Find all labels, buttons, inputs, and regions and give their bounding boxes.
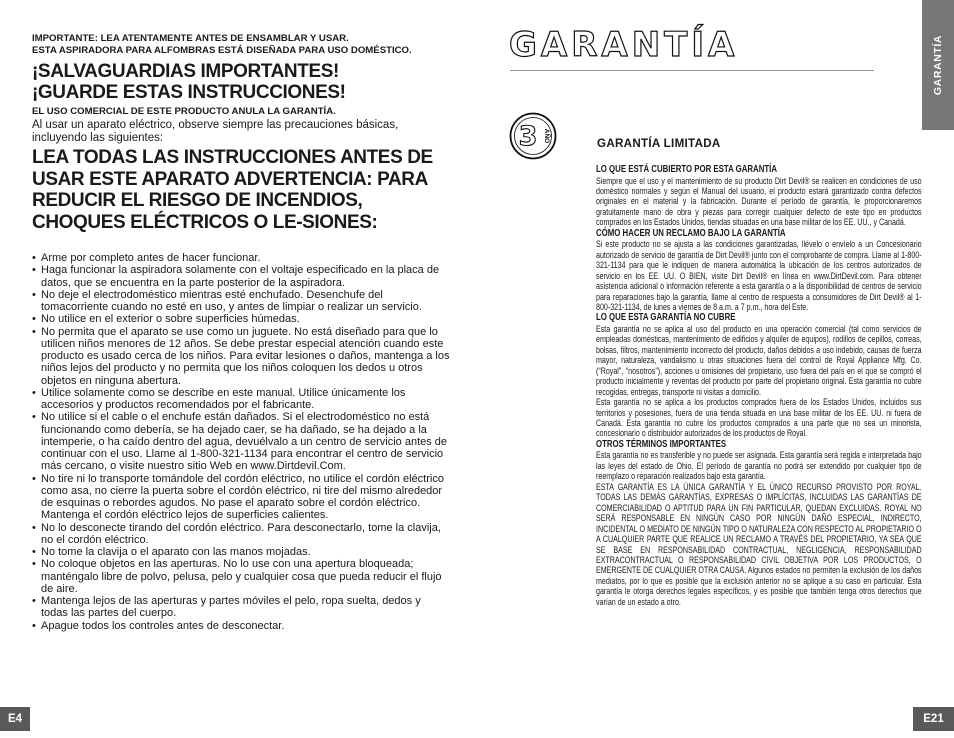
- precautions-paragraph: Al usar un aparato eléctrico, observe siempre las precauciones básicas, incluyendo las siguientes:: [32, 119, 399, 144]
- warranty-section-paragraph: Siempre que el uso y el mantenimiento de su producto Dirt Devil® se realicen en condiciones de uso doméstico normales y según el Manual del usuario, el producto estará garantizado contra defectos originales en el material y la fabricación. Durante el período de garantía, le proporcionaremos gratuitamente mano de obra y piezas para corregir cualquier defecto de este tipo en productos comprados en los Estados Unidos, tiendas situadas en una base militar de los EE. UU., y Canadá.: [596, 175, 922, 228]
- warranty-section-heading: CÓMO HACER UN RECLAMO BAJO LA GARANTÍA: [596, 227, 786, 239]
- safeguards-heading-line-2: ¡GUARDE ESTAS INSTRUCCIONES!: [32, 82, 346, 103]
- warranty-section-heading: LO QUE ESTÁ CUBIERTO POR ESTA GARANTÍA: [596, 164, 777, 175]
- safety-list-item: • Mantenga lejos de las aperturas y partes móviles el pelo, ropa suelta, dedos y todas las partes del cuerpo.: [32, 595, 450, 620]
- warranty-section-heading: OTROS TÉRMINOS IMPORTANTES: [596, 438, 727, 450]
- intro-line-1: IMPORTANTE: LEA ATENTAMENTE ANTES DE ENSAMBLAR Y USAR.: [32, 33, 349, 44]
- safety-list-item: • Haga funcionar la aspiradora solamente con el voltaje especificado en la placa de datos, que se encuentra en la parte posterior de la aspiradora.: [32, 264, 450, 289]
- safeguards-heading: [32, 61, 462, 103]
- side-tab-label: GARANTÍA: [932, 34, 944, 96]
- page-number-right: E21: [913, 707, 954, 731]
- safety-list-item: • No tome la clavija o el aparato con las manos mojadas.: [32, 546, 450, 558]
- page-number-left: E4: [0, 707, 30, 731]
- warranty-title: GARANTÍA: [509, 25, 739, 65]
- safeguards-heading-line-1: ¡SALVAGUARDIAS IMPORTANTES!: [32, 61, 339, 82]
- three-year-badge: [509, 112, 557, 160]
- safety-list-item: • No utilice si el cable o el enchufe están dañados. Si el electrodoméstico no está funcionando como debería, se ha dejado caer, se ha dañado, se ha dejado a la intemperie, o ha caído dentro del agua, devuélvalo a un centro de servicio antes de continuar con el uso. Llame al 1-800-321-1134 para encontrar el centro de servicio más cercano, o visite nuestro sitio Web en www.Dirtdevil.Com.: [32, 411, 450, 472]
- safety-list-item: • No tire ni lo transporte tomándole del cordón eléctrico, no utilice el cordón eléctrico como asa, no cierre la puerta sobre el cordón eléctrico, ni tire del mismo alrededor de esquinas o rebordes agudos. No pase el aparato sobre el cordón eléctrico. Mantenga el cordón eléctrico lejos de superficies calientes.: [32, 473, 450, 522]
- section-side-tab: [922, 0, 954, 130]
- safety-list-item: • No permita que el aparato se use como un juguete. No está diseñado para que lo utilicen niños menores de 12 años. Se debe prestar especial atención cuando este producto es usado cerca de los niños. Para evitar lesiones o daños, mantenga a los niños lejos del producto y no permita que los niños coloquen los dedos u otros objetos en ninguna abertura.: [32, 326, 450, 387]
- warranty-section-paragraph: Si este producto no se ajusta a las condiciones garantizadas, llévelo o envíelo a un Concesionario autorizado de servicio de garantía de Dirt Devil® junto con el comprobante de compra. Llame al 1-800-321-1134 para que le indiquen de manera automática la ubicación de los centros autorizados de servicio en los EE. UU. O BIEN, visite Dirt Devil® en línea en www.DirtDevil.com. Para obtener asistencia adicional o información referente a esta garantía o a la disponibilidad de centros de servicio para reparaciones bajo la garantía, llame al centro de respuesta a consumidores de Dirt Devil® al 1-800-321-1134, de lunes a viernes de 8 a.m. a 7 p.m., hora del Este.: [596, 239, 922, 312]
- warranty-section-heading: LO QUE ESTA GARANTÍA NO CUBRE: [596, 312, 736, 324]
- safety-list-item: • Apague todos los controles antes de desconectar.: [32, 620, 450, 632]
- safety-list-item: • No deje el electrodoméstico mientras esté enchufado. Desenchufe del tomacorriente cuando no esté en uso, y antes de limpiar o realizar un servicio.: [32, 289, 450, 314]
- limited-warranty-heading: GARANTÍA LIMITADA: [597, 137, 721, 150]
- commercial-use-note: EL USO COMERCIAL DE ESTE PRODUCTO ANULA LA GARANTÍA.: [32, 106, 336, 117]
- title-divider: [510, 70, 874, 71]
- safety-list-item: • No utilice en el exterior o sobre superficies húmedas.: [32, 313, 450, 325]
- safety-list-item: • No lo desconecte tirando del cordón eléctrico. Para desconectarlo, tome la clavija, no el cordón eléctrico.: [32, 522, 450, 547]
- safety-list-item: • No coloque objetos en las aperturas. No lo use con una apertura bloqueada; manténgalo libre de polvo, pelusa, pelo y cualquier cosa que pueda reducir el flujo de aire.: [32, 558, 450, 595]
- safety-list-item: • Utilice solamente como se describe en este manual. Utilice únicamente los accesorios y productos recomendados por el fabricante.: [32, 387, 450, 412]
- intro-line-2: ESTA ASPIRADORA PARA ALFOMBRAS ESTÁ DISEÑADA PARA USO DOMÉSTICO.: [32, 45, 412, 56]
- warranty-section-paragraph: ESTA GARANTÍA ES LA ÚNICA GARANTÍA Y EL ÚNICO RECURSO PROVISTO POR ROYAL. TODAS LAS DEMÁS GARANTÍAS, EXPRESAS O IMPLÍCITAS, INCLUIDAS LAS GARANTÍAS DE COMERCIABILIDAD O APTITUD PARA UN FIN PARTICULAR, QUEDAN EXCLUIDAS. ROYAL NO SERÁ RESPONSABLE EN NINGÚN CASO POR NINGÚN DAÑO ESPECIAL, INDIRECTO, INCIDENTAL O MEDIATO DE NINGÚN TIPO O NATURALEZA CON RESPECTO AL PROPIETARIO O A CUALQUIER PARTE QUE REALICE UN RECLAMO A TRAVÉS DEL PROPIETARIO, YA SEA QUE SE BASE EN RESPONSABILIDAD CONTRACTUAL, NEGLIGENCIA, RESPONSABILIDAD EXTRACONTRACTUAL O RESPONSABILIDAD CIVIL OBJETIVA POR LOS PRODUCTOS, O EMERGENTE DE CUALQUIER OTRA CAUSA. Algunos estados no permiten la exclusión de los daños mediatos, por lo que es posible que la exclusión anterior no se aplique a su caso en particular. Esta garantía le otorga derechos legales específicos, y es posible que también tenga otros derechos que varían de un estado a otro.: [596, 481, 922, 607]
- safety-list: [32, 252, 450, 632]
- safety-list-item: • Arme por completo antes de hacer funcionar.: [32, 252, 450, 264]
- warranty-section-paragraph: Esta garantía no es transferible y no puede ser asignada. Esta garantía será regida e interpretada bajo las leyes del estado de Ohio. El período de garantía no podrá ser extendido por cualquier tipo de reemplazo o reparación realizados bajo esta garantía.: [596, 450, 922, 482]
- badge-unit: AÑO: [543, 128, 550, 144]
- warranty-section-paragraph: Esta garantía no se aplica al uso del producto en una operación comercial (tal como servicios de empleadas domésticas, mantenimiento de edificios y alquiler de equipos), rodillos de cepillos, correas, bolsas, filtros, mantenimiento incorrecto del producto, daños debidos a uso indebido, causas de fuerza mayor, naturaleza, vandalismo u otras situaciones fuera del control de Royal Appliance Mfg. Co. (“Royal”, “nosotros”), acciones u omisiones del propietario, uso fuera del país en el que se compró el producto inicialmente y reventas del producto por parte del propietario original. Esta garantía no cubre recogidas, entregas, transporte ni visitas a domicilio.: [596, 323, 922, 397]
- intro-notice: [32, 33, 452, 57]
- warranty-body: [596, 164, 922, 607]
- warranty-section-paragraph: Esta garantía no se aplica a los productos comprados fuera de los Estados Unidos, incluidos sus territorios y posesiones, fuera de una tienda situada en una base militar de los EE. UU. ni fuera de Canadá. Esta garantía no cubre los productos comprados a una parte que no sea un minorista, concesionario o distribuidor autorizados de los productos de Royal.: [596, 397, 922, 439]
- badge-number: 3: [518, 121, 538, 152]
- warning-heading: LEA TODAS LAS INSTRUCCIONES ANTES DE USAR ESTE APARATO ADVERTENCIA: PARA REDUCIR EL RIESGO DE INCENDIOS, CHOQUES ELÉCTRICOS O LE-SIONES:: [32, 147, 433, 233]
